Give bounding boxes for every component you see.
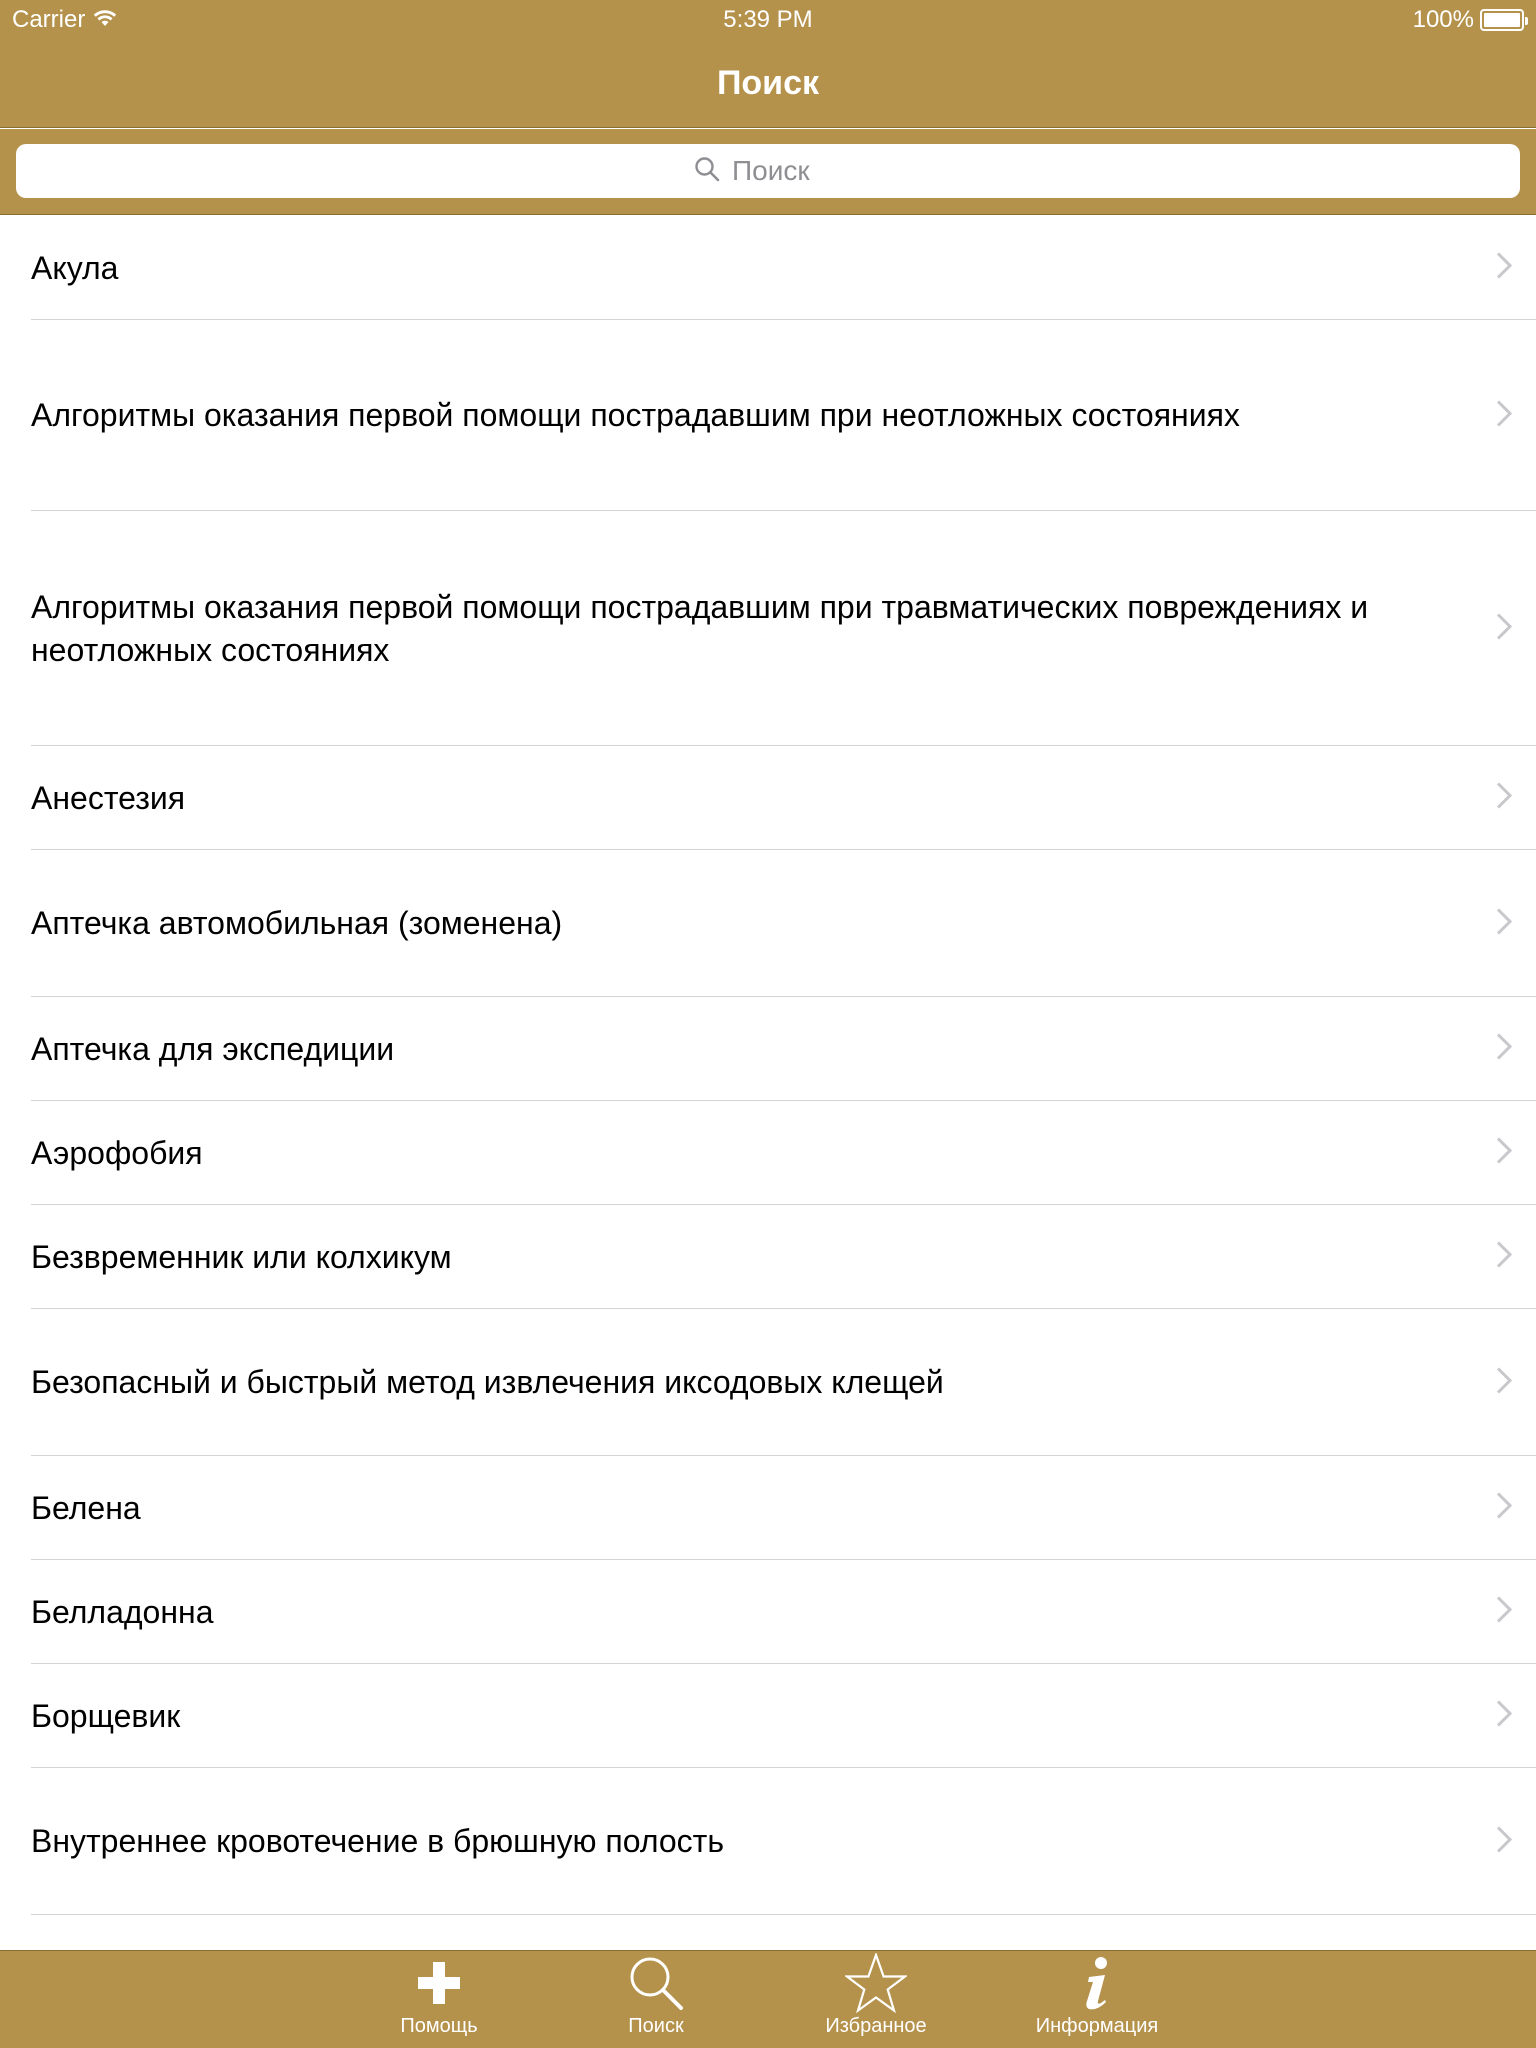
chevron-right-icon xyxy=(1496,1137,1512,1170)
chevron-right-icon xyxy=(1496,1825,1512,1858)
chevron-right-icon xyxy=(1496,1596,1512,1629)
tab-label: Избранное xyxy=(825,2015,927,2037)
row-divider xyxy=(31,1914,1536,1915)
chevron-right-icon xyxy=(1496,612,1512,645)
search-input[interactable] xyxy=(732,155,842,187)
plus-icon xyxy=(416,1951,462,2015)
search-icon xyxy=(626,1951,686,2015)
status-bar xyxy=(0,0,1536,40)
chevron-right-icon xyxy=(1496,252,1512,285)
tab-favorites[interactable] xyxy=(791,1951,961,2048)
chevron-right-icon xyxy=(1496,1366,1512,1399)
battery-percent: 100% xyxy=(1412,6,1474,33)
list-item[interactable] xyxy=(0,850,1536,997)
star-icon xyxy=(845,1951,907,2015)
list-item-label: Безвременник или колхикум xyxy=(31,1238,452,1275)
list-item[interactable] xyxy=(0,320,1536,511)
page-title: Поиск xyxy=(716,64,820,102)
tab-help[interactable] xyxy=(354,1951,524,2048)
list-item-label: Алгоритмы оказания первой помощи пострадавшим при травматических повреждениях и неотложных состояниях xyxy=(31,588,1369,668)
tab-label: Помощь xyxy=(400,2015,478,2037)
list-item[interactable] xyxy=(0,1560,1536,1664)
chevron-right-icon xyxy=(1496,1241,1512,1274)
carrier-label: Carrier xyxy=(12,6,86,33)
list-item-label: Борщевик xyxy=(31,1697,181,1734)
tab-info[interactable] xyxy=(1012,1951,1182,2048)
list-item-label: Анестезия xyxy=(31,779,186,816)
clock: 5:39 PM xyxy=(723,6,813,33)
chevron-right-icon xyxy=(1496,1033,1512,1066)
list-item[interactable] xyxy=(0,1309,1536,1456)
list-item[interactable] xyxy=(0,746,1536,850)
tab-search[interactable] xyxy=(571,1951,741,2048)
chevron-right-icon xyxy=(1496,907,1512,940)
list-item-label: Белена xyxy=(31,1489,141,1526)
list-item-label: Алгоритмы оказания первой помощи пострадавшим при неотложных состояниях xyxy=(31,397,1240,433)
list-item-label: Внутреннее кровотечение в брюшную полость xyxy=(31,1823,724,1859)
list-item[interactable] xyxy=(0,1101,1536,1205)
chevron-right-icon xyxy=(1496,1492,1512,1525)
list-item[interactable] xyxy=(0,1456,1536,1560)
navigation-bar xyxy=(0,0,1536,128)
search-field[interactable] xyxy=(16,144,1520,198)
tab-bar xyxy=(0,1950,1536,2048)
list-item-label: Акула xyxy=(31,249,119,286)
search-icon xyxy=(694,156,720,187)
list-item[interactable] xyxy=(0,997,1536,1101)
chevron-right-icon xyxy=(1496,782,1512,815)
list-item[interactable] xyxy=(0,1664,1536,1768)
list-item[interactable] xyxy=(0,216,1536,320)
list-item-label: Аптечка автомобильная (зоменена) xyxy=(31,905,563,941)
list-item-label: Белладонна xyxy=(31,1593,214,1630)
list-item[interactable] xyxy=(0,1205,1536,1309)
battery-icon xyxy=(1480,9,1524,31)
chevron-right-icon xyxy=(1496,1700,1512,1733)
tab-label: Информация xyxy=(1035,2015,1159,2037)
search-bar xyxy=(0,129,1536,215)
battery-indicator xyxy=(1413,6,1524,34)
tab-label: Поиск xyxy=(628,2015,684,2037)
info-icon xyxy=(1077,1951,1117,2015)
list-item[interactable] xyxy=(0,1768,1536,1915)
results-list xyxy=(0,216,1536,1950)
list-item[interactable] xyxy=(0,511,1536,746)
list-item-label: Аптечка для экспедиции xyxy=(31,1030,395,1067)
chevron-right-icon xyxy=(1496,399,1512,432)
list-item-label: Аэрофобия xyxy=(31,1134,203,1171)
list-item-label: Безопасный и быстрый метод извлечения иксодовых клещей xyxy=(31,1364,944,1400)
